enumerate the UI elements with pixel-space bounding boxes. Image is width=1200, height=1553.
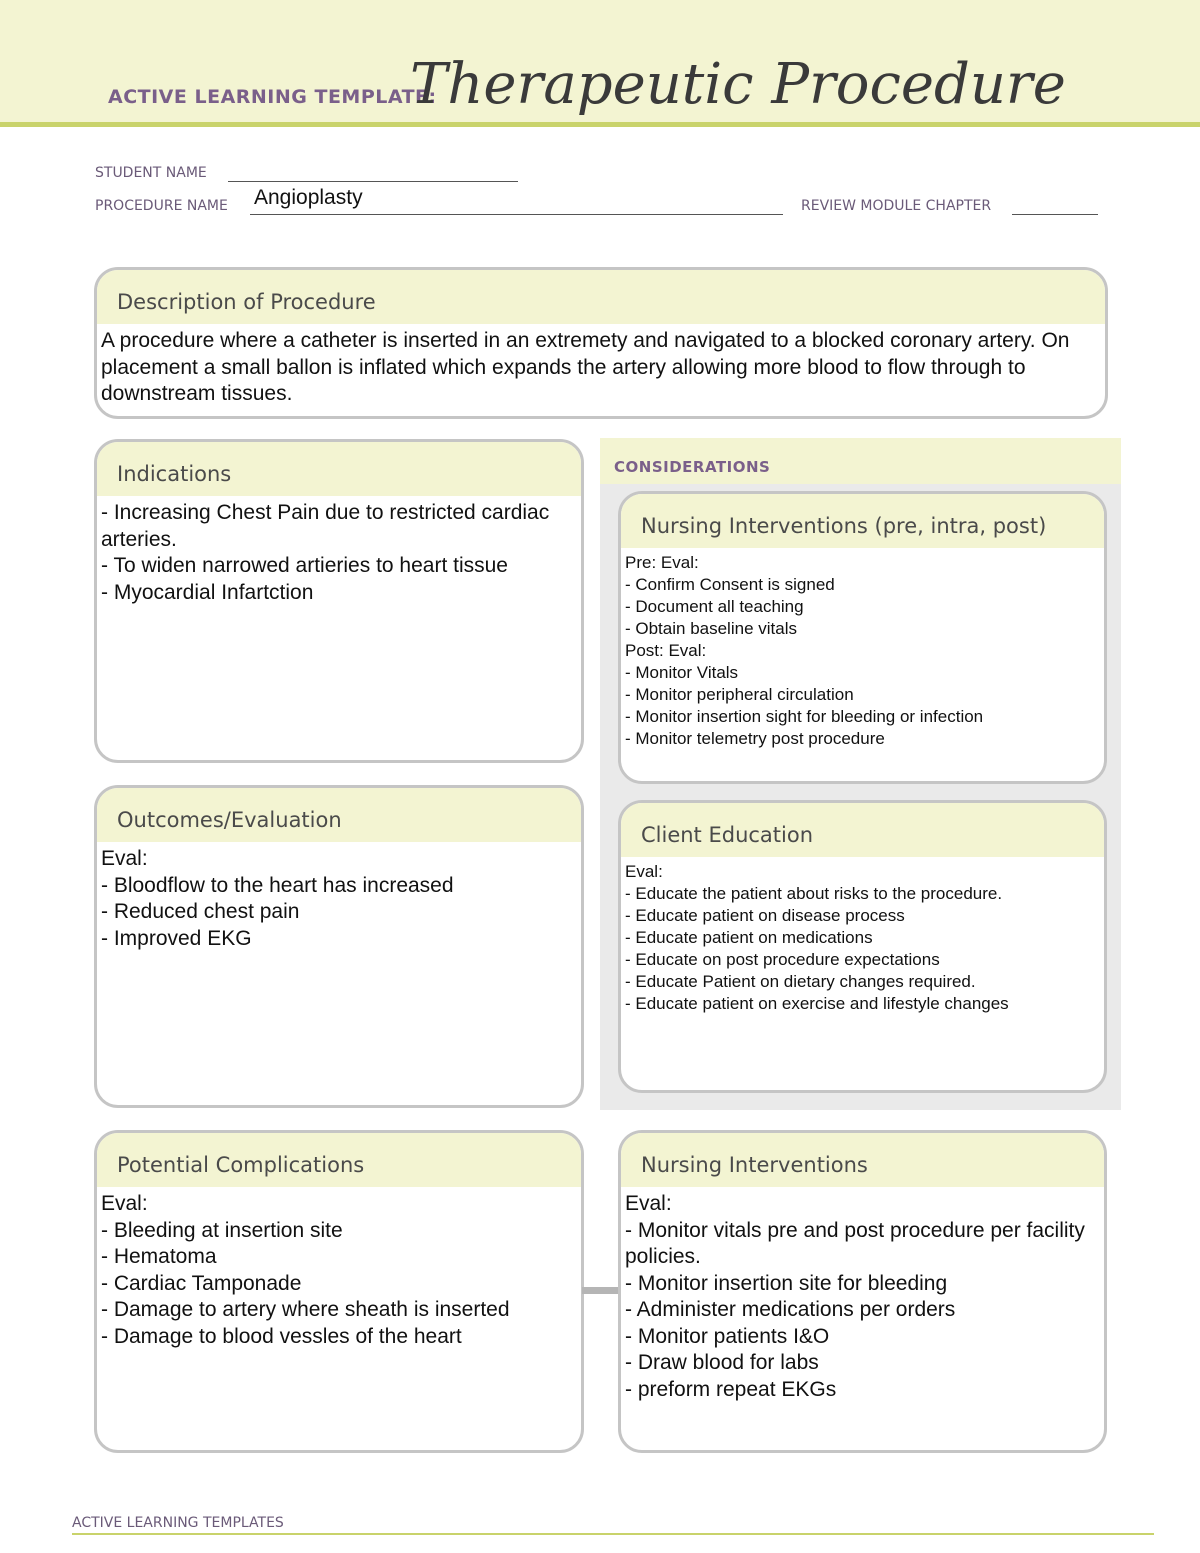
list-item: Eval: xyxy=(625,862,663,881)
list-item: - Bloodflow to the heart has increased xyxy=(101,873,454,897)
outcomes-list xyxy=(97,842,581,952)
footer-rule xyxy=(72,1533,1154,1535)
list-item: - Myocardial Infartction xyxy=(101,580,314,604)
indications-box xyxy=(94,439,584,763)
list-item: Pre: Eval: xyxy=(625,553,699,572)
list-item: - Monitor telemetry post procedure xyxy=(625,729,885,748)
list-item: - Damage to blood vessles of the heart xyxy=(101,1324,462,1348)
nursing-pre-intra-post-list xyxy=(621,548,1104,750)
list-item: - Improved EKG xyxy=(101,926,252,950)
list-item: - Reduced chest pain xyxy=(101,900,300,923)
header-rule xyxy=(0,122,1200,127)
list-item: - Educate patient on exercise and lifestyle changes xyxy=(625,994,1009,1013)
nursing-interventions-box xyxy=(618,1130,1107,1453)
nursing-interventions-title: Nursing Interventions xyxy=(621,1133,1104,1187)
client-education-title: Client Education xyxy=(621,803,1104,857)
nursing-interventions-list xyxy=(621,1187,1104,1403)
list-item: - Monitor patients I&O xyxy=(625,1324,830,1348)
list-item: - Hematoma xyxy=(101,1245,217,1268)
indications-title: Indications xyxy=(97,442,581,496)
list-item: - Educate Patient on dietary changes required. xyxy=(625,972,976,991)
complications-list xyxy=(97,1187,581,1350)
page-title: Therapeutic Procedure xyxy=(410,52,1066,117)
indications-list xyxy=(97,496,581,606)
list-item: - Administer medications per orders xyxy=(625,1298,956,1321)
list-item: - Educate patient on disease process xyxy=(625,906,905,925)
list-item: Eval: xyxy=(625,1192,672,1215)
connector-bar xyxy=(582,1287,620,1294)
list-item: - preform repeat EKGs xyxy=(625,1377,837,1401)
list-item: - Monitor vitals pre and post procedure per facility policies. xyxy=(625,1218,1085,1268)
student-name-label: STUDENT NAME xyxy=(95,165,207,181)
review-module-label: REVIEW MODULE CHAPTER xyxy=(801,198,992,214)
list-item: - Draw blood for labs xyxy=(625,1351,819,1374)
footer-label: ACTIVE LEARNING TEMPLATES xyxy=(72,1515,284,1531)
nursing-pre-intra-post-title: Nursing Interventions (pre, intra, post) xyxy=(621,494,1104,548)
complications-box xyxy=(94,1130,584,1453)
client-education-list xyxy=(621,857,1104,1015)
list-item: - Monitor Vitals xyxy=(625,663,739,682)
list-item: - Educate on post procedure expectations xyxy=(625,950,940,969)
description-text: A procedure where a catheter is inserted in an extremety and navigated to a blocked coronary artery. On placement a small ballon is inflated which expands the artery allowing more blood to flow through to downstream tissues. xyxy=(101,329,1070,405)
procedure-name-field[interactable] xyxy=(250,214,783,215)
list-item: Post: Eval: xyxy=(625,641,707,660)
student-name-field[interactable] xyxy=(228,181,518,182)
list-item: - Monitor insertion sight for bleeding or infection xyxy=(625,707,984,726)
list-item: - Educate patient on medications xyxy=(625,928,873,947)
description-box xyxy=(94,267,1108,419)
procedure-name-label: PROCEDURE NAME xyxy=(95,198,228,214)
list-item: Eval: xyxy=(101,847,148,870)
list-item: - To widen narrowed artieries to heart tissue xyxy=(101,554,508,577)
outcomes-box xyxy=(94,785,584,1108)
complications-title: Potential Complications xyxy=(97,1133,581,1187)
list-item: - Increasing Chest Pain due to restricted cardiac arteries. xyxy=(101,501,550,551)
list-item: - Damage to artery where sheath is inserted xyxy=(101,1298,510,1321)
list-item: - Monitor insertion site for bleeding xyxy=(625,1271,948,1295)
list-item: - Cardiac Tamponade xyxy=(101,1271,302,1295)
description-title: Description of Procedure xyxy=(97,270,1105,324)
review-module-field[interactable] xyxy=(1012,214,1098,215)
procedure-name-value: Angioplasty xyxy=(254,186,363,209)
client-education-box xyxy=(618,800,1107,1093)
outcomes-title: Outcomes/Evaluation xyxy=(97,788,581,842)
list-item: - Monitor peripheral circulation xyxy=(625,685,854,704)
list-item: - Obtain baseline vitals xyxy=(625,619,797,638)
list-item: - Educate the patient about risks to the procedure. xyxy=(625,884,1003,903)
nursing-pre-intra-post-box xyxy=(618,491,1107,784)
list-item: - Bleeding at insertion site xyxy=(101,1218,343,1242)
list-item: - Document all teaching xyxy=(625,597,804,616)
template-label: ACTIVE LEARNING TEMPLATE: xyxy=(108,86,437,108)
list-item: Eval: xyxy=(101,1192,148,1215)
considerations-label: CONSIDERATIONS xyxy=(614,458,771,476)
list-item: - Confirm Consent is signed xyxy=(625,575,835,594)
